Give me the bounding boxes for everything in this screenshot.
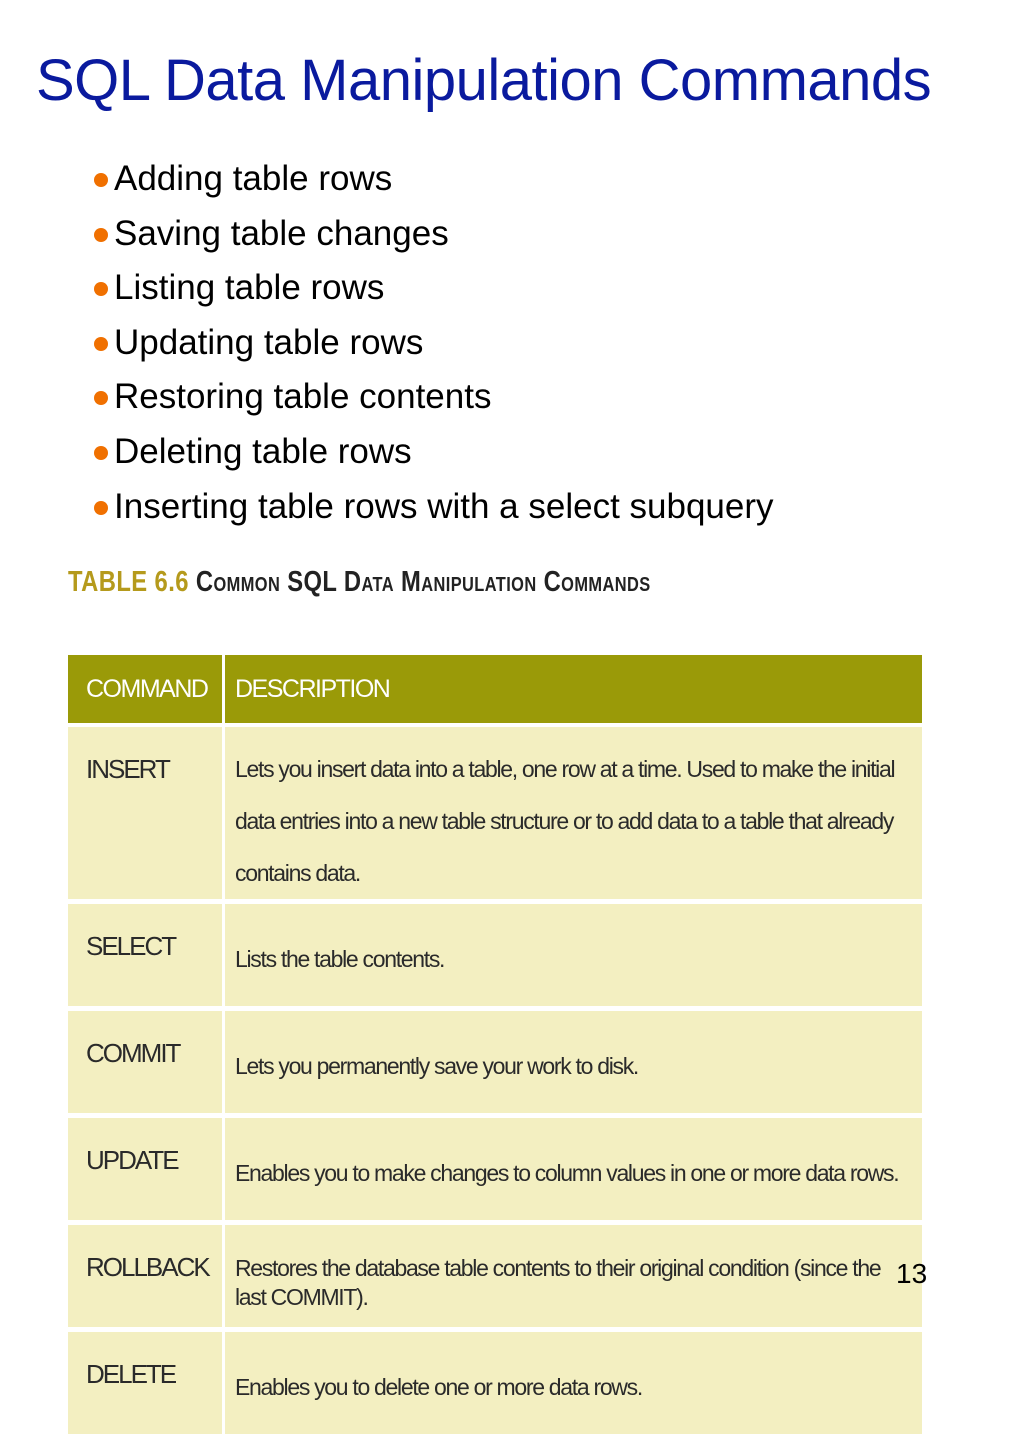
bullet-text: Listing table rows xyxy=(114,268,385,308)
bullet-dot-icon xyxy=(94,501,108,515)
command-name: COMMIT xyxy=(86,1038,180,1068)
bullet-dot-icon xyxy=(94,282,108,296)
bullet-text: Restoring table contents xyxy=(114,377,492,417)
table-row xyxy=(68,1332,922,1434)
bullet-dot-icon xyxy=(94,228,108,242)
command-description: Enables you to delete one or more data rows. xyxy=(235,1374,642,1400)
command-cell xyxy=(68,1332,225,1434)
table-row xyxy=(68,1011,922,1118)
bullet-item xyxy=(94,157,774,212)
command-cell xyxy=(68,1011,225,1118)
bullet-text: Updating table rows xyxy=(114,322,424,362)
bullet-item xyxy=(94,266,774,321)
bullet-item xyxy=(94,375,774,430)
description-cell xyxy=(225,1332,922,1434)
table-caption-title: Common SQL Data Manipulation Commands xyxy=(195,566,651,598)
command-name: DELETE xyxy=(86,1359,176,1389)
description-cell xyxy=(225,904,922,1011)
bullet-item xyxy=(94,212,774,267)
bullet-list xyxy=(94,157,774,539)
command-cell xyxy=(68,904,225,1011)
bullet-item xyxy=(94,430,774,485)
bullet-text: Adding table rows xyxy=(114,159,393,198)
bullet-dot-icon xyxy=(94,391,108,405)
bullet-text: Deleting table rows xyxy=(114,431,412,471)
table-caption-number: TABLE 6.6 xyxy=(68,566,189,598)
table-row xyxy=(68,1225,922,1332)
bullet-item xyxy=(94,321,774,376)
bullet-item xyxy=(94,485,774,540)
command-description: Lets you permanently save your work to disk. xyxy=(235,1053,639,1079)
table-row xyxy=(68,904,922,1011)
dml-commands-table xyxy=(68,655,922,1434)
bullet-dot-icon xyxy=(94,446,108,460)
command-name: SELECT xyxy=(86,931,176,961)
table-header-row xyxy=(68,655,922,727)
bullet-dot-icon xyxy=(94,173,108,187)
table-row xyxy=(68,1118,922,1225)
slide-title: SQL Data Manipulation Commands xyxy=(36,48,932,113)
page-number: 13 xyxy=(896,1258,928,1289)
command-description: Enables you to make changes to column values in one or more data rows. xyxy=(235,1160,899,1186)
command-name: UPDATE xyxy=(86,1145,178,1175)
command-description: Lists the table contents. xyxy=(235,946,445,972)
bullet-text: Inserting table rows with a select subquery xyxy=(114,486,774,526)
table-caption xyxy=(68,568,651,597)
command-name: ROLLBACK xyxy=(86,1252,209,1282)
description-cell xyxy=(225,727,922,904)
column-header-description: DESCRIPTION xyxy=(225,655,922,727)
bullet-text: Saving table changes xyxy=(114,213,449,253)
command-description: Lets you insert data into a table, one row at a time. Used to make the initial data entries into a new table structure or to add data to a table that already contains data. xyxy=(235,756,895,886)
description-cell xyxy=(225,1225,922,1332)
command-cell xyxy=(68,1118,225,1225)
table-row xyxy=(68,727,922,904)
command-name: INSERT xyxy=(86,754,169,784)
command-description: Restores the database table contents to their original condition (since the last COMMIT). xyxy=(235,1255,881,1310)
column-header-command: COMMAND xyxy=(68,655,225,727)
description-cell xyxy=(225,1118,922,1225)
description-cell xyxy=(225,1011,922,1118)
command-cell xyxy=(68,727,225,904)
command-cell xyxy=(68,1225,225,1332)
bullet-dot-icon xyxy=(94,337,108,351)
